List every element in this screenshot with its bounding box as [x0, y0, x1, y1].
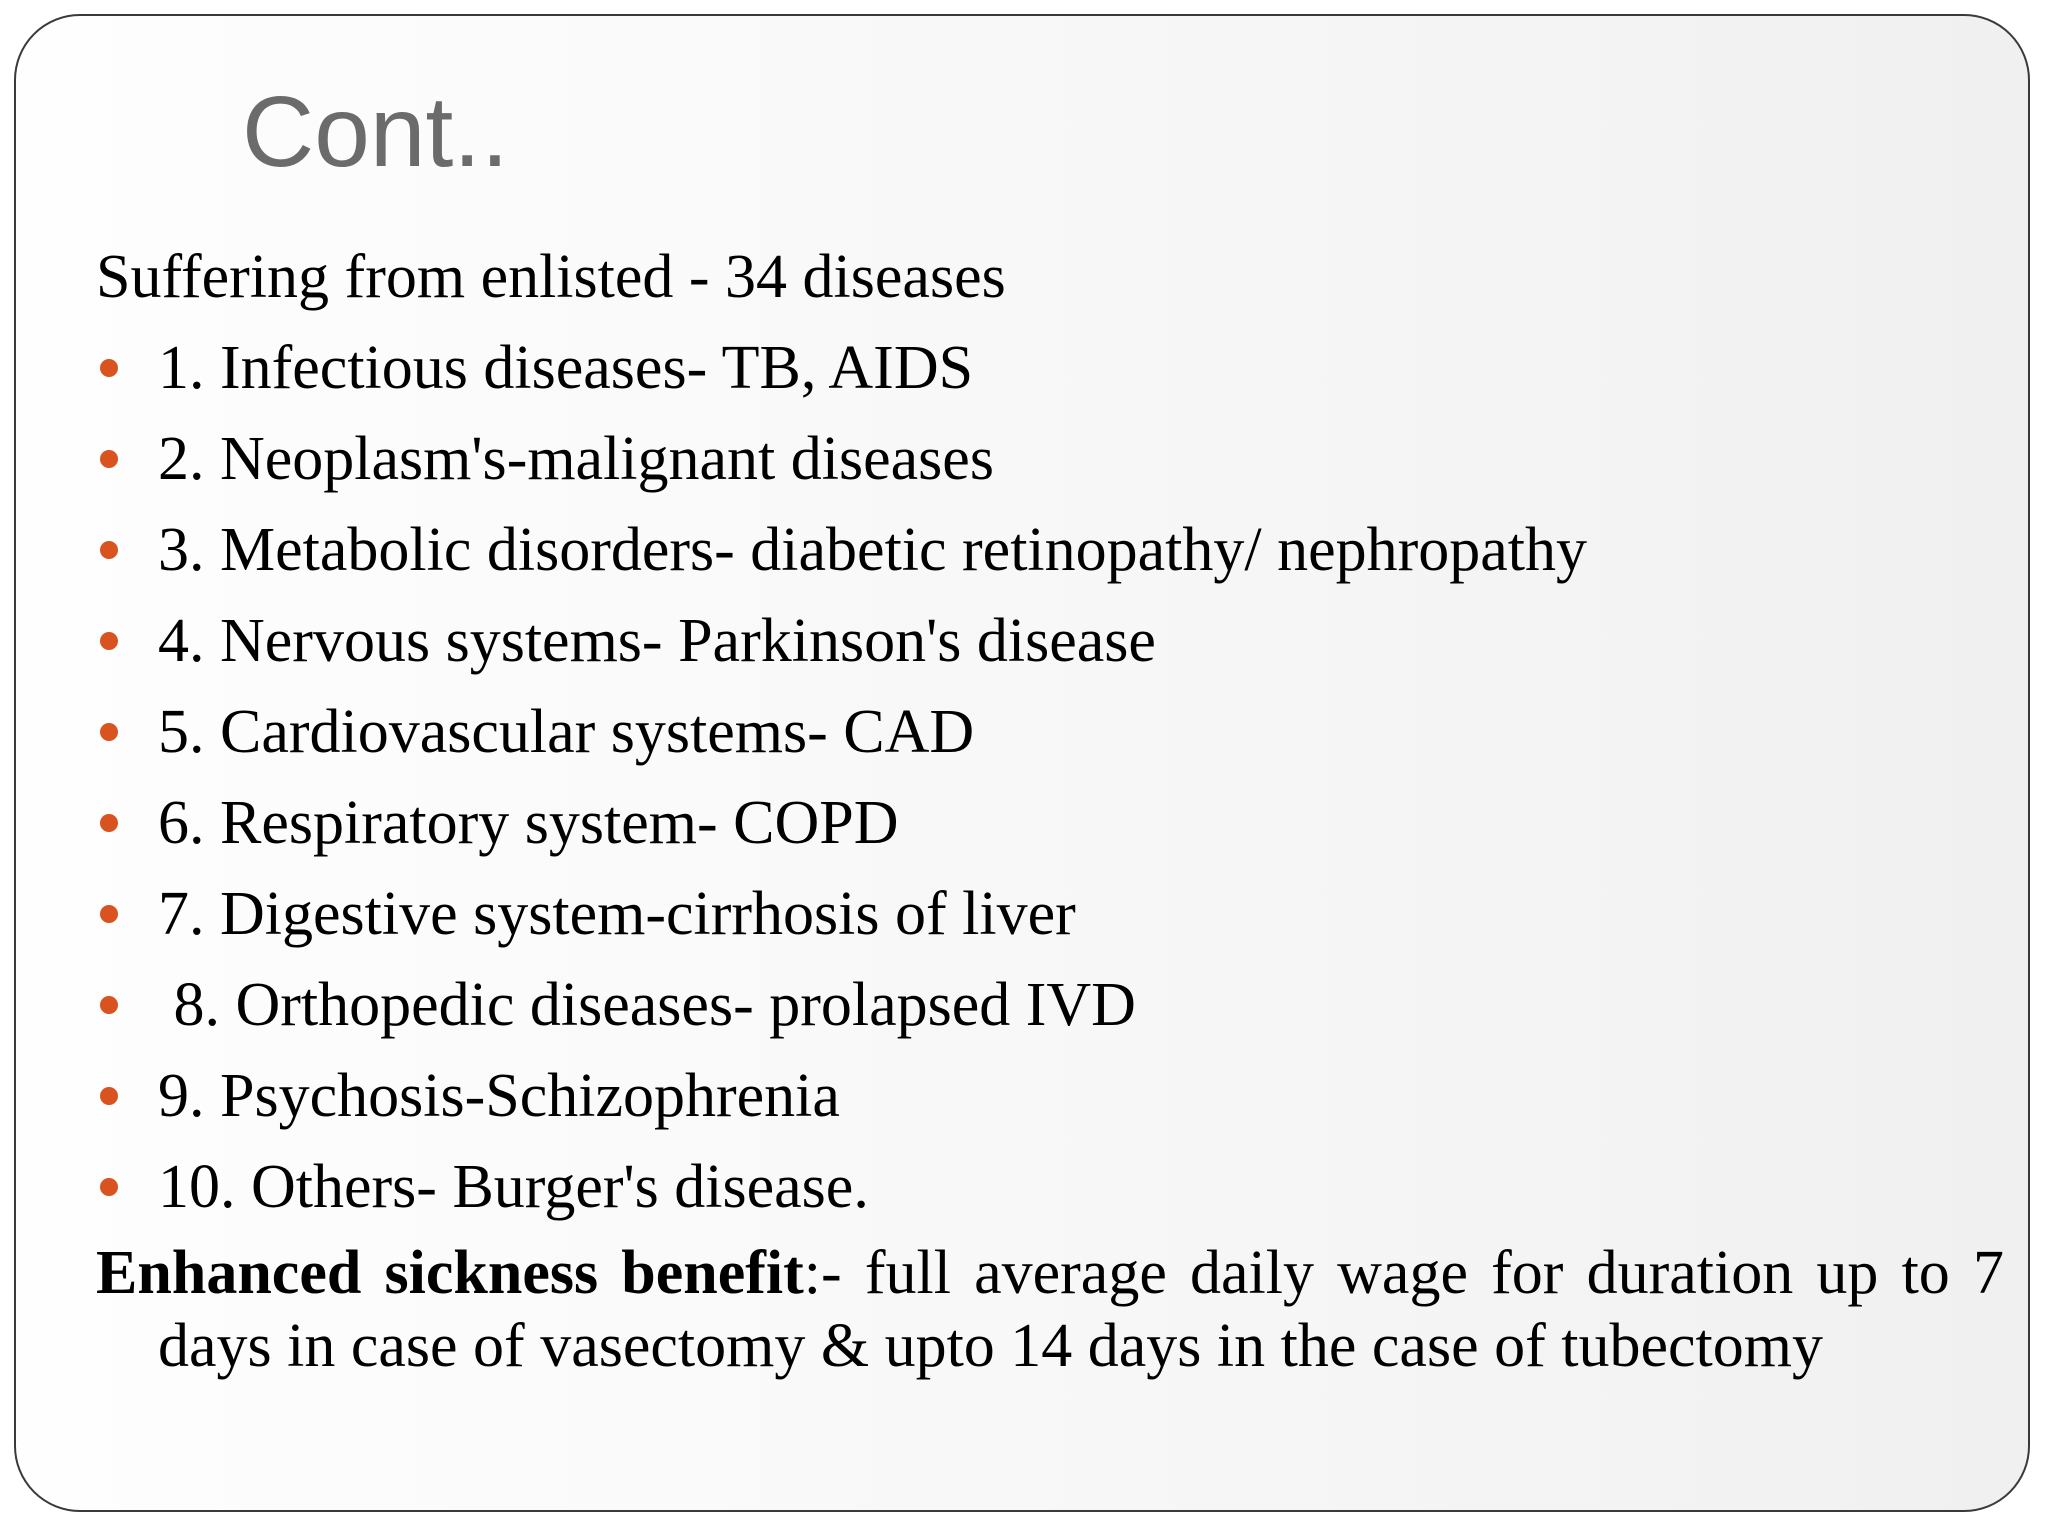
- bullet-icon: [100, 1087, 118, 1105]
- bullet-icon: [100, 814, 118, 832]
- bullet-icon: [100, 905, 118, 923]
- list-item-text: 9. Psychosis-Schizophrenia: [158, 1062, 840, 1130]
- list-item: [96, 687, 1946, 778]
- benefit-note: [96, 1237, 2004, 1383]
- list-item: [96, 1051, 1946, 1142]
- list-item-text: 2. Neoplasm's-malignant diseases: [158, 425, 994, 493]
- bullet-icon: [100, 359, 118, 377]
- list-item: [96, 960, 1946, 1051]
- bullet-icon: [100, 1178, 118, 1196]
- bullet-icon: [100, 541, 118, 559]
- list-item-text: 5. Cardiovascular systems- CAD: [158, 698, 975, 766]
- bullet-icon: [100, 450, 118, 468]
- slide-body: [96, 232, 2004, 1383]
- list-item-text: 6. Respiratory system- COPD: [158, 789, 899, 857]
- list-item-text: 3. Metabolic disorders- diabetic retinopathy/ nephropathy: [158, 516, 1588, 584]
- list-item: [96, 596, 1946, 687]
- bullet-icon: [100, 996, 118, 1014]
- list-item-text: 4. Nervous systems- Parkinson's disease: [158, 607, 1156, 675]
- bullet-icon: [100, 723, 118, 741]
- list-item: [96, 1142, 1946, 1233]
- bullet-icon: [100, 632, 118, 650]
- slide: [14, 14, 2030, 1512]
- disease-list: [96, 323, 1946, 1233]
- list-item: [96, 778, 1946, 869]
- list-item-text: 8. Orthopedic diseases- prolapsed IVD: [158, 971, 1136, 1039]
- list-item-text: 7. Digestive system-cirrhosis of liver: [158, 880, 1076, 948]
- list-item-text: 10. Others- Burger's disease.: [158, 1153, 869, 1221]
- list-item: [96, 869, 1946, 960]
- benefit-note-label: Enhanced sickness benefit: [96, 1239, 804, 1307]
- benefit-note-text: :- full average daily wage for duration up to 7 days in case of vasectomy & upto 14 days in the case of tubectomy: [158, 1239, 2004, 1380]
- list-item: [96, 505, 1946, 596]
- list-item: [96, 323, 1946, 414]
- list-item: [96, 414, 1946, 505]
- slide-title: Cont..: [242, 76, 509, 188]
- list-item-text: 1. Infectious diseases- TB, AIDS: [158, 334, 974, 402]
- intro-text: Suffering from enlisted - 34 diseases: [96, 243, 1006, 311]
